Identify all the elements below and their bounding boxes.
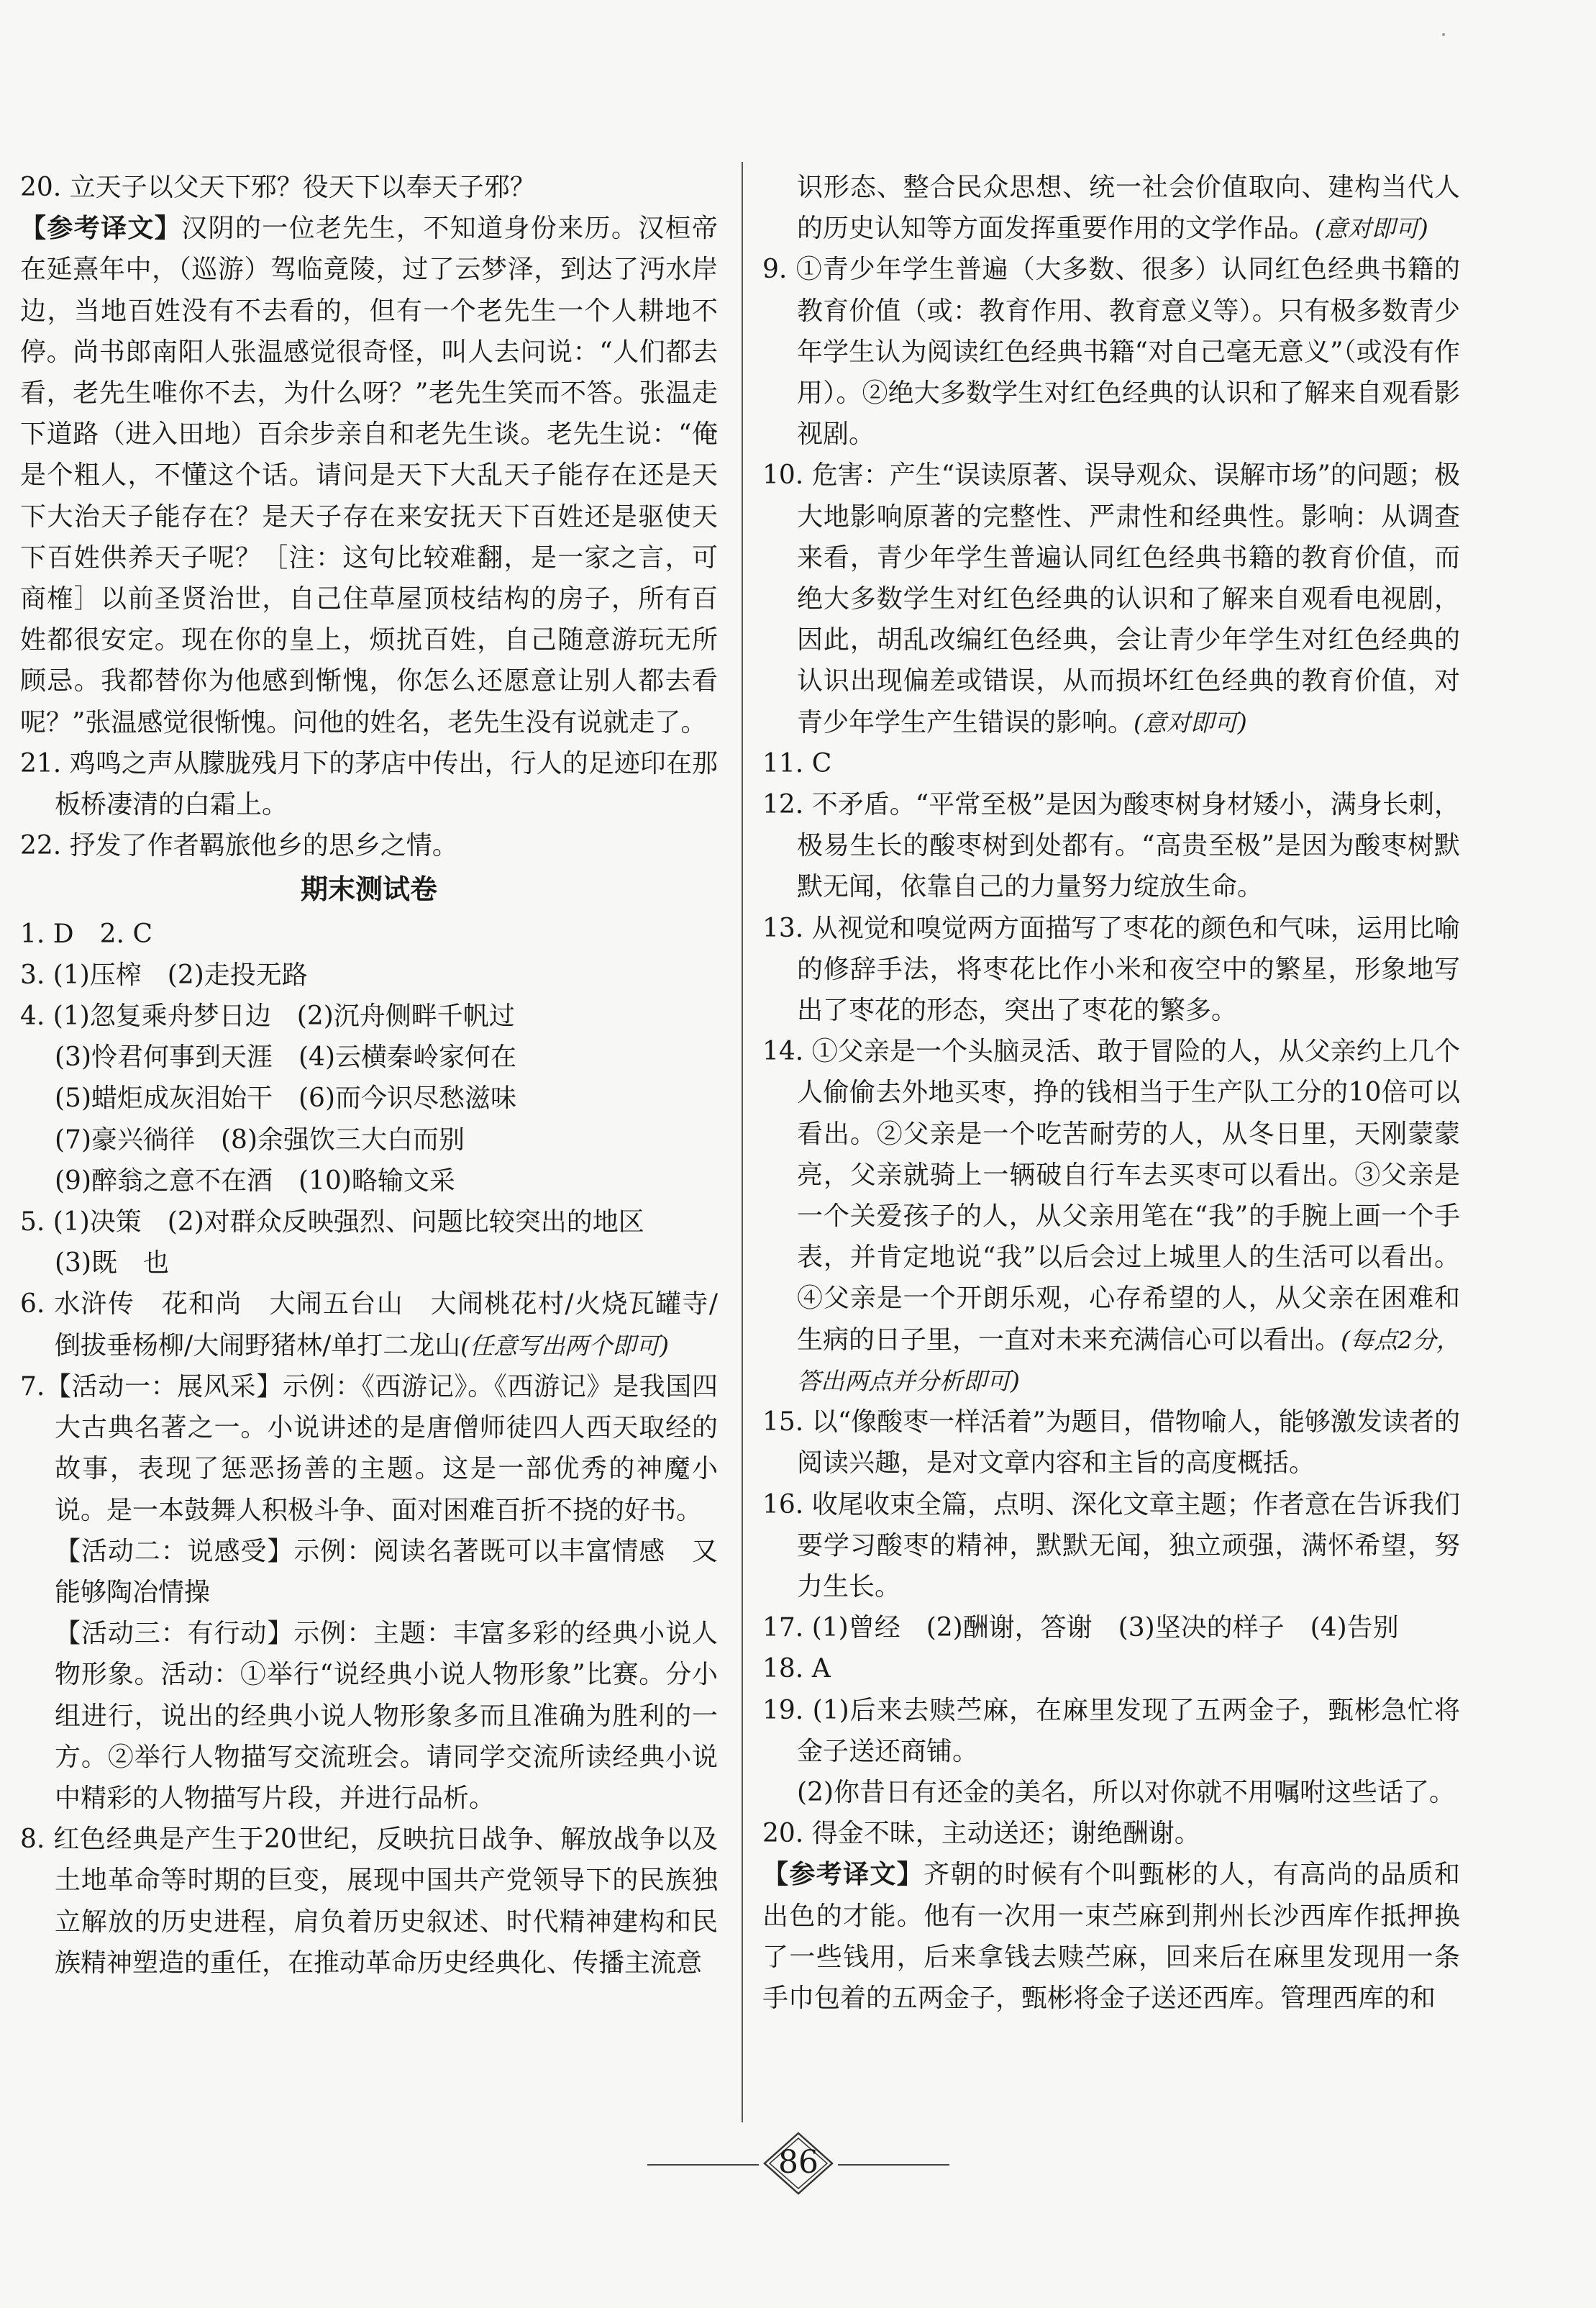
answer-paragraph [762,908,1460,1032]
answer-text: 20. 得金不昧，主动送还；谢绝酬谢。 [762,1819,1200,1849]
answer-paragraph [762,1854,1460,2019]
answer-text: 11. C [762,748,832,778]
answer-paragraph [20,1284,718,1366]
answer-text: 汉阴的一位老先生，不知道身份来历。汉桓帝在延熹年中，（巡游）驾临竟陵，过了云梦泽，到达了沔水岸边，当地百姓没有不去看的，但有一个老先生一个人耕地不停。尚书郎南阳人张温感觉很奇怪，叫人去问说：“人们都去看，老先生唯你不去，为什么呀？”老先生笑而不答。张温走下道路（进入田地）百余步亲自和老先生谈。老先生说：“俺是个粗人，不懂这个话。请问是天下大乱天子能存在还是天下大治天子能存在？是天子存在来安抚天下百姓还是驱使天下百姓供养天子呢？［注：这句比较难翻，是一家之言，可商榷］以前圣贤治世，自己住草屋顶枝结构的房子，所有百姓都很安定。现在你的皇上，烦扰百姓，自己随意游玩无所顾忌。我都替你为他感到惭愧，你怎么还愿意让别人都去看呢？”张温感觉很惭愧。问他的姓名，老先生没有说就走了。 [20,214,718,737]
answer-paragraph [20,1819,718,1984]
page-number-wrap [762,2131,834,2196]
answer-text: 13. 从视觉和嗅觉两方面描写了枣花的颜色和气味，运用比喻的修辞手法，将枣花比作小米和夜空中的繁星，形象地写出了枣花的形态，突出了枣花的繁多。 [762,913,1460,1026]
page-footer [647,2130,949,2202]
answer-text: 【活动二：说感受】示例：阅读名著既可以丰富情感 又能够陶冶情操 [55,1536,718,1607]
answer-note: (每点2分，答出两点并分析即可) [797,1325,1460,1395]
answer-note: (意对即可) [1134,708,1247,737]
reference-translation-tag: 【参考译文】 [20,214,182,244]
answer-paragraph [762,1031,1460,1401]
answer-paragraph [20,743,718,825]
answer-paragraph [20,1078,718,1119]
answer-paragraph [762,743,1460,784]
left-column [20,167,718,1984]
answer-paragraph [20,1037,718,1078]
answer-text: 19. (1)后来去赎苎麻，在麻里发现了五两金子，甄彬急忙将金子送还商铺。 [762,1695,1460,1766]
answer-text: 21. 鸡鸣之声从朦胧残月下的茅店中传出，行人的足迹印在那板桥凄清的白霜上。 [20,748,718,820]
answer-text: 齐朝的时候有个叫甄彬的人，有高尚的品质和出色的才能。他有一次用一束苎麻到荆州长沙西库作抵押换了一些钱用，后来拿钱去赎苎麻，回来后在麻里发现用一条手巾包着的五两金子，甄彬将金子送还西库。管理西库的和 [762,1860,1460,2013]
answer-paragraph [762,1772,1460,1813]
answer-text: (7)豪兴徜徉 (8)余强饮三大白而别 [55,1125,465,1155]
answer-text: (5)蜡炬成灰泪始干 (6)而今识尽愁滋味 [55,1083,516,1114]
right-column [762,167,1460,2019]
answer-text: 18. A [762,1654,831,1684]
scan-speck [1442,33,1445,36]
answer-paragraph [20,1242,718,1284]
footer-rule-left [647,2164,759,2166]
answer-text: 6. 水浒传 花和尚 大闹五台山 大闹桃花村/火烧瓦罐寺/倒拔垂杨柳/大闹野猪林/单打二龙山 [20,1289,718,1360]
column-divider [742,162,743,2122]
reference-translation-tag: 【参考译文】 [762,1860,924,1890]
answer-text: 20. 立天子以父天下邪？役天下以奉天子邪？ [20,173,536,202]
answer-text: 16. 收尾收束全篇，点明、深化文章主题；作者意在告诉我们要学习酸枣的精神，默默无闻，独立顽强，满怀希望，努力生长。 [762,1489,1460,1601]
answer-paragraph [20,955,718,996]
answer-paragraph [20,825,718,866]
answer-paragraph [20,1531,718,1613]
page-number: 86 [778,2144,818,2181]
answer-paragraph [762,1813,1460,1854]
answer-paragraph [762,167,1460,249]
answer-text: 5. (1)决策 (2)对群众反映强烈、问题比较突出的地区 [20,1207,644,1237]
answer-paragraph [762,1401,1460,1484]
answer-paragraph [762,784,1460,908]
answer-paragraph [20,914,718,955]
answer-paragraph [20,208,718,743]
answer-paragraph [762,1607,1460,1648]
answer-text: 识形态、整合民众思想、统一社会价值取向、建构当代人的历史认知等方面发挥重要作用的文学作品。 [797,173,1460,244]
answer-text: 7.【活动一：展风采】示例：《西游记》。《西游记》是我国四大古典名著之一。小说讲述的是唐僧师徒四人西天取经的故事，表现了惩恶扬善的主题。这是一部优秀的神魔小说。是一本鼓舞人积极斗争、面对困难百折不挠的好书。 [20,1371,718,1525]
answer-text: 4. (1)忽复乘舟梦日边 (2)沉舟侧畔千帆过 [20,1001,515,1032]
answer-text: 17. (1)曾经 (2)酬谢，答谢 (3)坚决的样子 (4)告别 [762,1613,1399,1643]
answer-text: 8. 红色经典是产生于20世纪，反映抗日战争、解放战争以及土地革命等时期的巨变，展现中国共产党领导下的民族独立解放的历史进程，肩负着历史叙述、时代精神建构和民族精神塑造的重任，在推动革命历史经典化、传播主流意 [20,1825,718,1978]
answer-paragraph [20,1119,718,1160]
answer-text: (3)既 也 [55,1248,169,1278]
answer-paragraph [762,1690,1460,1772]
answer-text: 22. 抒发了作者羁旅他乡的思乡之情。 [20,831,458,861]
section-title: 期末测试卷 [300,873,437,906]
answer-text: (9)醉翁之意不在酒 (10)略输文采 [55,1166,455,1196]
answer-paragraph [20,1613,718,1819]
answer-paragraph [20,167,718,208]
answer-paragraph [762,1648,1460,1689]
answer-text: 1. D 2. C [20,919,152,949]
answer-paragraph [20,1160,718,1201]
answer-paragraph [20,1366,718,1531]
answer-text: 3. (1)压榨 (2)走投无路 [20,960,308,990]
footer-rule-right [838,2164,949,2166]
answer-text: (3)怜君何事到天涯 (4)云横秦岭家何在 [55,1042,516,1073]
answer-text: (2)你昔日有还金的美名，所以对你就不用嘱咐这些话了。 [797,1777,1455,1807]
answer-text: 15. 以“像酸枣一样活着”为题目，借物喻人，能够激发读者的阅读兴趣，是对文章内容和主旨的高度概括。 [762,1407,1460,1478]
answer-paragraph [762,455,1460,742]
answer-text: 【活动三：有行动】示例：主题：丰富多彩的经典小说人物形象。活动：①举行“说经典小说人物形象”比赛。分小组进行，说出的经典小说人物形象多而且准确为胜利的一方。②举行人物描写交流班会。请同学交流所读经典小说中精彩的人物描写片段，并进行品析。 [55,1619,718,1813]
answer-paragraph [20,1201,718,1242]
answer-note: (任意写出两个即可) [460,1331,670,1360]
answer-paragraph [762,249,1460,455]
answer-text: 14. ①父亲是一个头脑灵活、敢于冒险的人，从父亲约上几个人偷偷去外地买枣，挣的钱相当于生产队工分的10倍可以看出。②父亲是一个吃苦耐劳的人，从冬日里，天刚蒙蒙亮，父亲就骑上一辆破自行车去买枣可以看出。③父亲是一个关爱孩子的人，从父亲用笔在“我”的手腕上画一个手表，并肯定地说“我”以后会过上城里人的生活可以看出。④父亲是一个开朗乐观，心存希望的人，从父亲在困难和生病的日子里，一直对未来充满信心可以看出。 [762,1037,1460,1355]
answer-paragraph [20,996,718,1037]
answer-text: 10. 危害：产生“误读原著、误导观众、误解市场”的问题；极大地影响原著的完整性、严肃性和经典性。影响：从调查来看，青少年学生普遍认同红色经典书籍的教育价值，而绝大多数学生对红色经典的认识和了解来自观看电视剧，因此，胡乱改编红色经典，会让青少年学生对红色经典的认识出现偏差或错误，从而损坏红色经典的教育价值，对青少年学生产生错误的影响。 [762,460,1460,737]
answer-text: 9. ①青少年学生普遍（大多数、很多）认同红色经典书籍的教育价值（或：教育作用、教育意义等）。只有极多数青少年学生认为阅读红色经典书籍“对自己毫无意义”（或没有作用）。②绝大多数学生对红色经典的认识和了解来自观看影视剧。 [762,255,1460,450]
answer-note: (意对即可) [1315,214,1428,243]
answer-text: 12. 不矛盾。“平常至极”是因为酸枣树身材矮小，满身长刺，极易生长的酸枣树到处都有。“高贵至极”是因为酸枣树默默无闻，依靠自己的力量努力绽放生命。 [762,790,1460,902]
answer-paragraph [762,1484,1460,1608]
